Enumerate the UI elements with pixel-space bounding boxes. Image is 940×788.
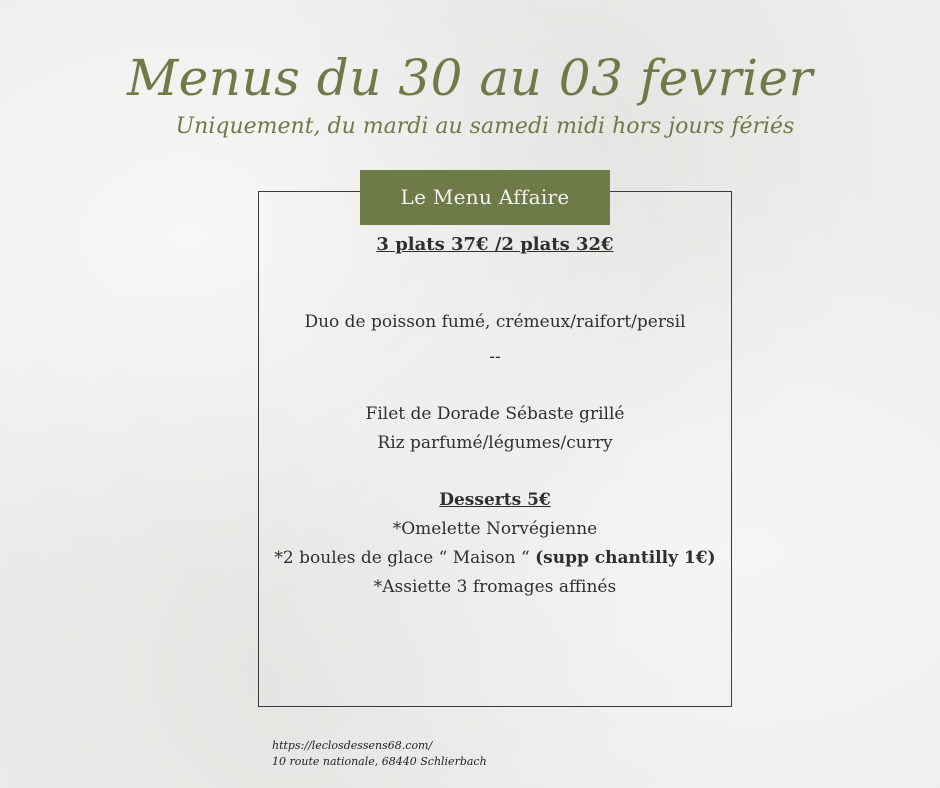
footer-address: 10 route nationale, 68440 Schlierbach <box>272 755 487 768</box>
menu-body <box>258 228 732 602</box>
dessert-item-2 <box>258 544 732 573</box>
desserts-title: Desserts 5€ <box>439 490 551 510</box>
menu-main-line2: Riz parfumé/légumes/curry <box>377 433 613 453</box>
dessert-item-2-text: *2 boules de glace “ Maison “ <box>274 548 530 568</box>
menu-main-line1: Filet de Dorade Sébaste grillé <box>365 404 625 424</box>
page-title: Menus du 30 au 03 fevrier <box>126 49 813 107</box>
footer <box>272 738 487 770</box>
dessert-item-3: *Assiette 3 fromages affinés <box>373 577 617 597</box>
menu-price: 3 plats 37€ /2 plats 32€ <box>376 234 614 255</box>
footer-website-link[interactable]: https://leclosdessens68.com/ <box>272 739 433 752</box>
dessert-item-2-extra: (supp chantilly 1€) <box>535 548 716 568</box>
page-subtitle: Uniquement, du mardi au samedi midi hors jours fériés <box>175 114 795 139</box>
menu-separator: -- <box>489 347 501 367</box>
menu-banner: Le Menu Affaire <box>360 170 610 225</box>
dessert-item-1: *Omelette Norvégienne <box>392 519 598 539</box>
menu-starter: Duo de poisson fumé, crémeux/raifort/persil <box>304 312 686 332</box>
